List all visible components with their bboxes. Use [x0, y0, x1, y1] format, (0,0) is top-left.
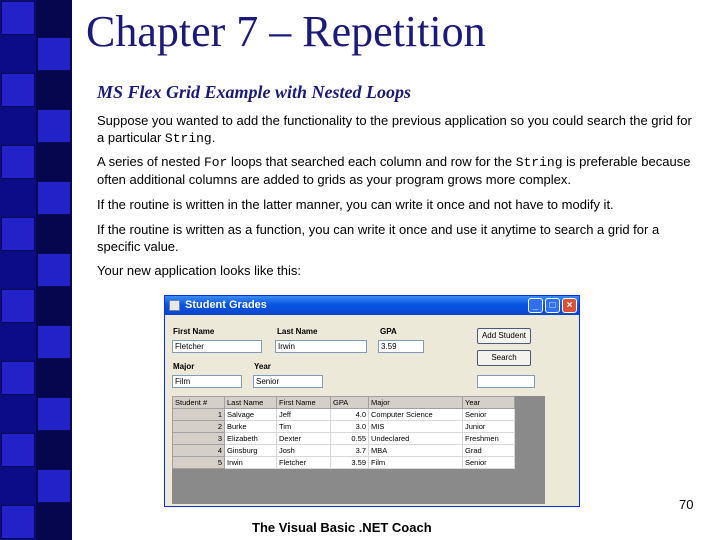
decorative-band-cell [1, 1, 35, 35]
minimize-icon[interactable]: _ [528, 298, 543, 313]
grid-cell: Fletcher [277, 457, 331, 469]
paragraph-1-text-a: Suppose you wanted to add the functionality to the previous application so you could search the grid for a particular [97, 113, 692, 145]
grid-header-cell: Major [369, 397, 463, 409]
grid-cell: MBA [369, 445, 463, 457]
flex-grid[interactable] [172, 396, 545, 504]
maximize-icon[interactable]: □ [545, 298, 560, 313]
grid-cell: 0.55 [331, 433, 369, 445]
window-titlebar [165, 296, 579, 315]
grid-header-cell: First Name [277, 397, 331, 409]
grid-cell: Senior [463, 409, 515, 421]
grid-cell-student-number: 5 [173, 457, 225, 469]
gpa-label: GPA [380, 327, 397, 336]
grid-cell: Elizabeth [225, 433, 277, 445]
grid-header-cell: Student # [173, 397, 225, 409]
paragraph-2 [97, 153, 697, 188]
window-title: Student Grades [185, 299, 267, 311]
grid-cell-student-number: 1 [173, 409, 225, 421]
grid-cell: Irwin [225, 457, 277, 469]
decorative-band-cell [1, 145, 35, 179]
grid-cell: 3.59 [331, 457, 369, 469]
decorative-band-cell [37, 469, 71, 503]
code-string: String [164, 131, 212, 146]
grid-cell: Grad [463, 445, 515, 457]
paragraph-5: Your new application looks like this: [97, 263, 302, 278]
add-student-button[interactable]: Add Student [477, 328, 531, 344]
grid-cell: Junior [463, 421, 515, 433]
slide-number: 70 [679, 497, 694, 512]
grid-cell: Computer Science [369, 409, 463, 421]
decorative-band-cell [1, 289, 35, 323]
table-row[interactable] [173, 421, 515, 433]
last-name-field[interactable]: Irwin [275, 340, 367, 353]
search-button[interactable]: Search [477, 350, 531, 366]
grid-cell-student-number: 4 [173, 445, 225, 457]
app-icon [169, 300, 180, 311]
decorative-side-band [0, 0, 72, 540]
grid-cell: MIS [369, 421, 463, 433]
grid-cell: 3.0 [331, 421, 369, 433]
decorative-band-cell [1, 433, 35, 467]
table-row[interactable] [173, 433, 515, 445]
decorative-band-cell [1, 505, 35, 539]
grid-cell: Burke [225, 421, 277, 433]
decorative-band-cell [37, 397, 71, 431]
grid-header-cell: Year [463, 397, 515, 409]
paragraph-3: If the routine is written in the latter manner, you can write it once and not have to modify it. [97, 197, 614, 212]
paragraph-1-text-b: . [211, 130, 216, 145]
decorative-band-cell [37, 109, 71, 143]
student-grades-window [164, 295, 580, 507]
table-row[interactable] [173, 457, 515, 469]
table-row[interactable] [173, 445, 515, 457]
grid-cell: 3.7 [331, 445, 369, 457]
paragraph-4: If the routine is written as a function, you can write it once and use it anytime to search a grid for a specific value. [97, 222, 660, 254]
paragraph-2-text-a: A series of nested [97, 154, 204, 169]
grid-cell-student-number: 2 [173, 421, 225, 433]
grid-cell: 4.0 [331, 409, 369, 421]
grid-cell: Dexter [277, 433, 331, 445]
slide-footer: The Visual Basic .NET Coach [252, 520, 432, 535]
first-name-field[interactable]: Fletcher [172, 340, 262, 353]
year-field[interactable]: Senior [253, 375, 323, 388]
code-string: String [515, 155, 563, 170]
grid-cell: Senior [463, 457, 515, 469]
slide-subtitle: MS Flex Grid Example with Nested Loops [97, 82, 412, 102]
grid-cell: Freshmen [463, 433, 515, 445]
decorative-band-cell [37, 181, 71, 215]
slide-title: Chapter 7 – Repetition [86, 7, 486, 56]
grid-cell: Tim [277, 421, 331, 433]
grid-cell: Film [369, 457, 463, 469]
grid-cell: Jeff [277, 409, 331, 421]
paragraph-2-text-c: is preferable because often additional columns are added to grids as your program grows more complex. [97, 154, 691, 187]
grid-header-cell: Last Name [225, 397, 277, 409]
decorative-band-cell [1, 217, 35, 251]
gpa-field[interactable]: 3.59 [378, 340, 424, 353]
grid-cell: Salvage [225, 409, 277, 421]
grid-cell: Undeclared [369, 433, 463, 445]
last-name-label: Last Name [277, 327, 318, 336]
grid-cell: Josh [277, 445, 331, 457]
decorative-band-cell [37, 325, 71, 359]
paragraph-1 [97, 112, 697, 147]
search-input[interactable] [477, 375, 535, 388]
grid-header-row [173, 397, 515, 409]
decorative-band-cell [37, 253, 71, 287]
year-label: Year [254, 362, 271, 371]
major-field[interactable]: Film [172, 375, 242, 388]
table-row[interactable] [173, 409, 515, 421]
major-label: Major [173, 362, 195, 371]
grid-cell-student-number: 3 [173, 433, 225, 445]
grid-table [172, 396, 515, 469]
decorative-band-cell [37, 37, 71, 71]
decorative-band-cell [1, 361, 35, 395]
grid-header-cell: GPA [331, 397, 369, 409]
code-for: For [203, 155, 228, 170]
grid-cell: Ginsburg [225, 445, 277, 457]
paragraph-2-text-b: loops that searched each column and row for the [227, 154, 516, 169]
first-name-label: First Name [173, 327, 215, 336]
decorative-band-cell [1, 73, 35, 107]
close-icon[interactable]: × [562, 298, 577, 313]
